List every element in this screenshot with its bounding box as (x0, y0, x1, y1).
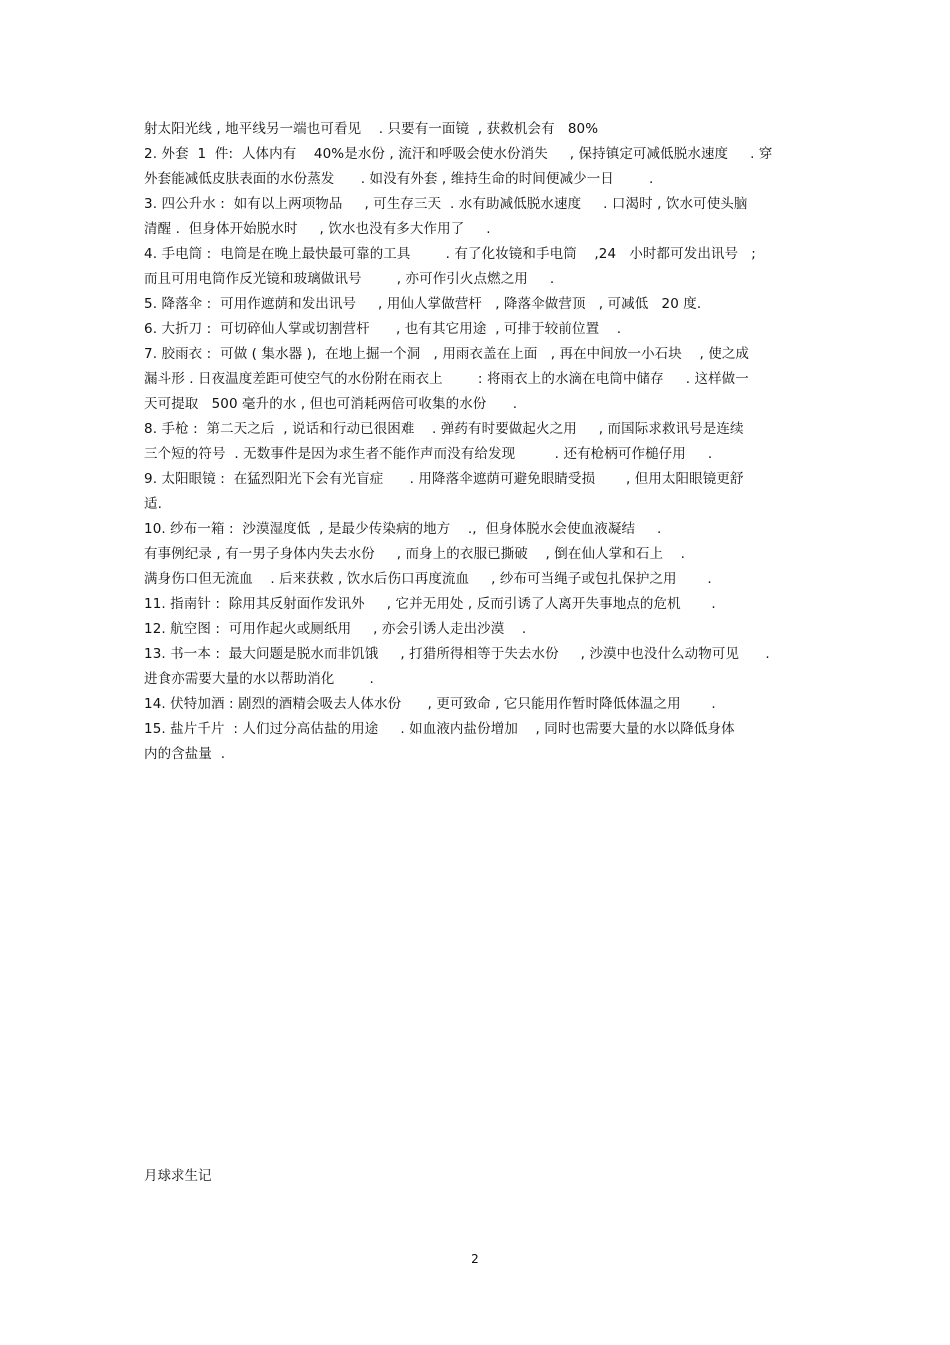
text-line: 4. 手电筒 : 电筒是在晚上最快最可靠的工具 . 有了化妆镜和手电筒 ,24 小时都可发出讯号 ; (144, 246, 756, 262)
text-line: 14. 伏特加酒 : 剧烈的酒精会吸去人体水份 , 更可致命 , 它只能用作暂时降低体温之用 . (144, 696, 716, 712)
text-line: 15. 盐片千片 : 人们过分高估盐的用途 . 如血液内盐份增加 , 同时也需要大量的水以降低身体 (144, 721, 735, 737)
text-line: 适. (144, 496, 162, 512)
text-line: 2. 外套 1 件: 人体内有 40%是水份 , 流汗和呼吸会使水份消失 , 保持镇定可减低脱水速度 . 穿 (144, 146, 773, 162)
text-line: 13. 书一本 : 最大问题是脱水而非饥饿 , 打猎所得相等于失去水份 , 沙漠中也没什么动物可见 . (144, 646, 770, 662)
text-line: 9. 太阳眼镜 : 在猛烈阳光下会有光盲症 . 用降落伞遮荫可避免眼睛受损 , 但用太阳眼镜更舒 (144, 471, 744, 487)
text-line: 8. 手枪 : 第二天之后 , 说话和行动已很困难 . 弹药有时要做起火之用 , 而国际求救讯号是连续 (144, 421, 744, 437)
text-line: 外套能减低皮肤表面的水份蒸发 . 如没有外套 , 维持生命的时间便减少一日 . (144, 171, 654, 187)
text-line: 进食亦需要大量的水以帮助消化 . (144, 671, 374, 687)
page-number: 2 (471, 1252, 479, 1266)
text-line: 12. 航空图 : 可用作起火或厕纸用 , 亦会引诱人走出沙漠 . (144, 621, 527, 637)
text-line: 三个短的符号 . 无数事件是因为求生者不能作声而没有给发现 . 还有枪柄可作槌仔用 . (144, 446, 713, 462)
text-line: 漏斗形 . 日夜温度差距可使空气的水份附在雨衣上 : 将雨衣上的水滴在电筒中储存 . 这样做一 (144, 371, 749, 387)
text-line: 而且可用电筒作反光镜和玻璃做讯号 , 亦可作引火点燃之用 . (144, 271, 555, 287)
footer-note: 月球求生记 (144, 1168, 212, 1184)
text-line: 满身伤口但无流血 . 后来获救 , 饮水后伤口再度流血 , 纱布可当绳子或包扎保护之用 . (144, 571, 712, 587)
text-line: 5. 降落伞 : 可用作遮荫和发出讯号 , 用仙人掌做营杆 , 降落伞做营顶 , 可减低 20 度. (144, 296, 702, 312)
text-line: 3. 四公升水 : 如有以上两项物品 , 可生存三天 . 水有助减低脱水速度 . 口渴时 , 饮水可使头脑 (144, 196, 748, 212)
text-line: 6. 大折刀 : 可切碎仙人掌或切割营杆 , 也有其它用途 , 可排于较前位置 . (144, 321, 622, 337)
text-line: 天可提取 500 毫升的水 , 但也可消耗两倍可收集的水份 . (144, 396, 518, 412)
text-line: 11. 指南针 : 除用其反射面作发讯外 , 它并无用处 , 反而引诱了人离开失事地点的危机 . (144, 596, 716, 612)
text-line: 内的含盐量 . (144, 746, 226, 762)
text-line: 7. 胶雨衣 : 可做 ( 集水器 ), 在地上掘一个洞 , 用雨衣盖在上面 , 再在中间放一小石块 , 使之成 (144, 346, 750, 362)
text-line: 清醒 . 但身体开始脱水时 , 饮水也没有多大作用了 . (144, 221, 491, 237)
text-line: 射太阳光线 , 地平线另一端也可看见 . 只要有一面镜 , 获救机会有 80% (144, 121, 599, 137)
text-line: 10. 纱布一箱 : 沙漠湿度低 , 是最少传染病的地方 ., 但身体脱水会使血液凝结 . (144, 521, 662, 537)
text-line: 有事例纪录 , 有一男子身体内失去水份 , 而身上的衣服已撕破 , 倒在仙人掌和石上 . (144, 546, 686, 562)
